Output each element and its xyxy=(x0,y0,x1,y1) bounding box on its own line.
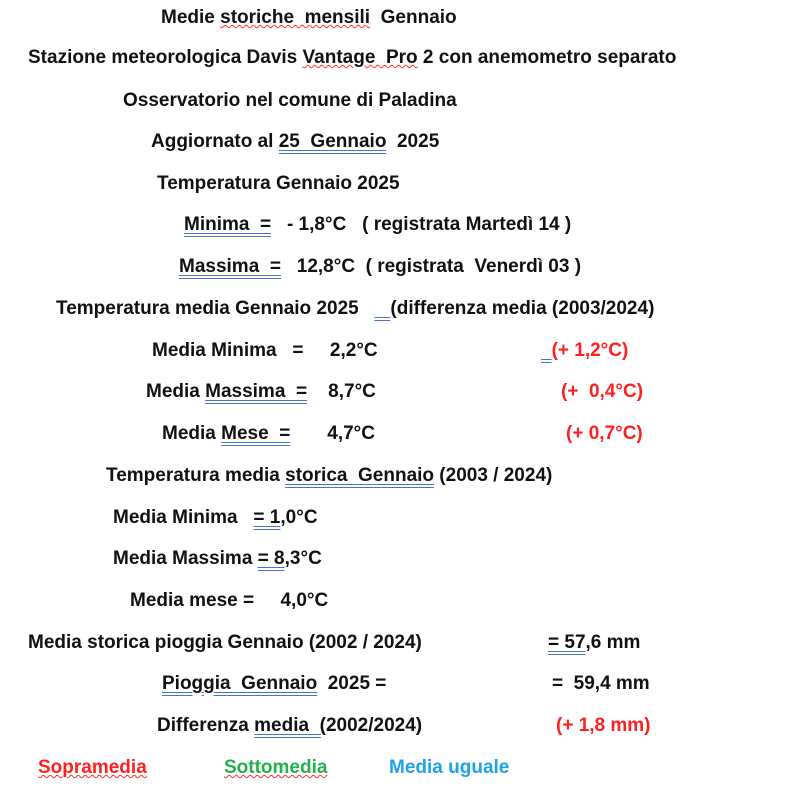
observatory-line: Osservatorio nel comune di Paladina xyxy=(123,90,457,111)
avg-max-label: Media Massima = 8,7°C xyxy=(146,381,376,402)
updated-line: Aggiornato al 25 Gennaio 2025 xyxy=(151,131,440,152)
rain-month-label: Pioggia Gennaio 2025 = xyxy=(162,673,387,694)
month-min-line: Minima = - 1,8°C ( registrata Martedì 14 ) xyxy=(184,214,572,235)
legend-above: Sopramedia xyxy=(38,757,147,778)
hist-max-line: Media Massima = 8,3°C xyxy=(113,548,322,569)
month-max-line: Massima = 12,8°C ( registrata Venerdì 03 ) xyxy=(179,256,582,277)
rain-diff-value: (+ 1,8 mm) xyxy=(556,715,651,736)
page-title: Medie storiche mensili Gennaio xyxy=(161,7,457,28)
avg-min-label: Media Minima = 2,2°C xyxy=(152,340,378,361)
rain-month-value: = 59,4 mm xyxy=(552,673,650,694)
month-temp-title: Temperatura Gennaio 2025 xyxy=(157,173,400,194)
avg-max-diff: (+ 0,4°C) xyxy=(561,381,644,402)
avg-mese-label: Media Mese = 4,7°C xyxy=(162,423,375,444)
hist-min-line: Media Minima = 1,0°C xyxy=(113,507,318,528)
legend-equal: Media uguale xyxy=(389,757,510,778)
rain-diff-label: Differenza media (2002/2024) xyxy=(157,715,423,736)
avg-min-diff: (+ 1,2°C) xyxy=(551,340,629,361)
hist-temp-title: Temperatura media storica Gennaio (2003 / 2024) xyxy=(106,465,553,486)
rain-hist-value: = 57,6 mm xyxy=(548,632,641,653)
station-line: Stazione meteorologica Davis Vantage Pro 2 con anemometro separato xyxy=(28,47,677,68)
avg-mese-diff: (+ 0,7°C) xyxy=(566,423,643,444)
rain-hist-label: Media storica pioggia Gennaio (2002 / 2024) xyxy=(28,632,422,653)
avg-temp-title: Temperatura media Gennaio 2025 (differenza media (2003/2024) xyxy=(56,298,655,319)
legend-below: Sottomedia xyxy=(224,757,328,778)
hist-mese-line: Media mese = 4,0°C xyxy=(130,590,329,611)
